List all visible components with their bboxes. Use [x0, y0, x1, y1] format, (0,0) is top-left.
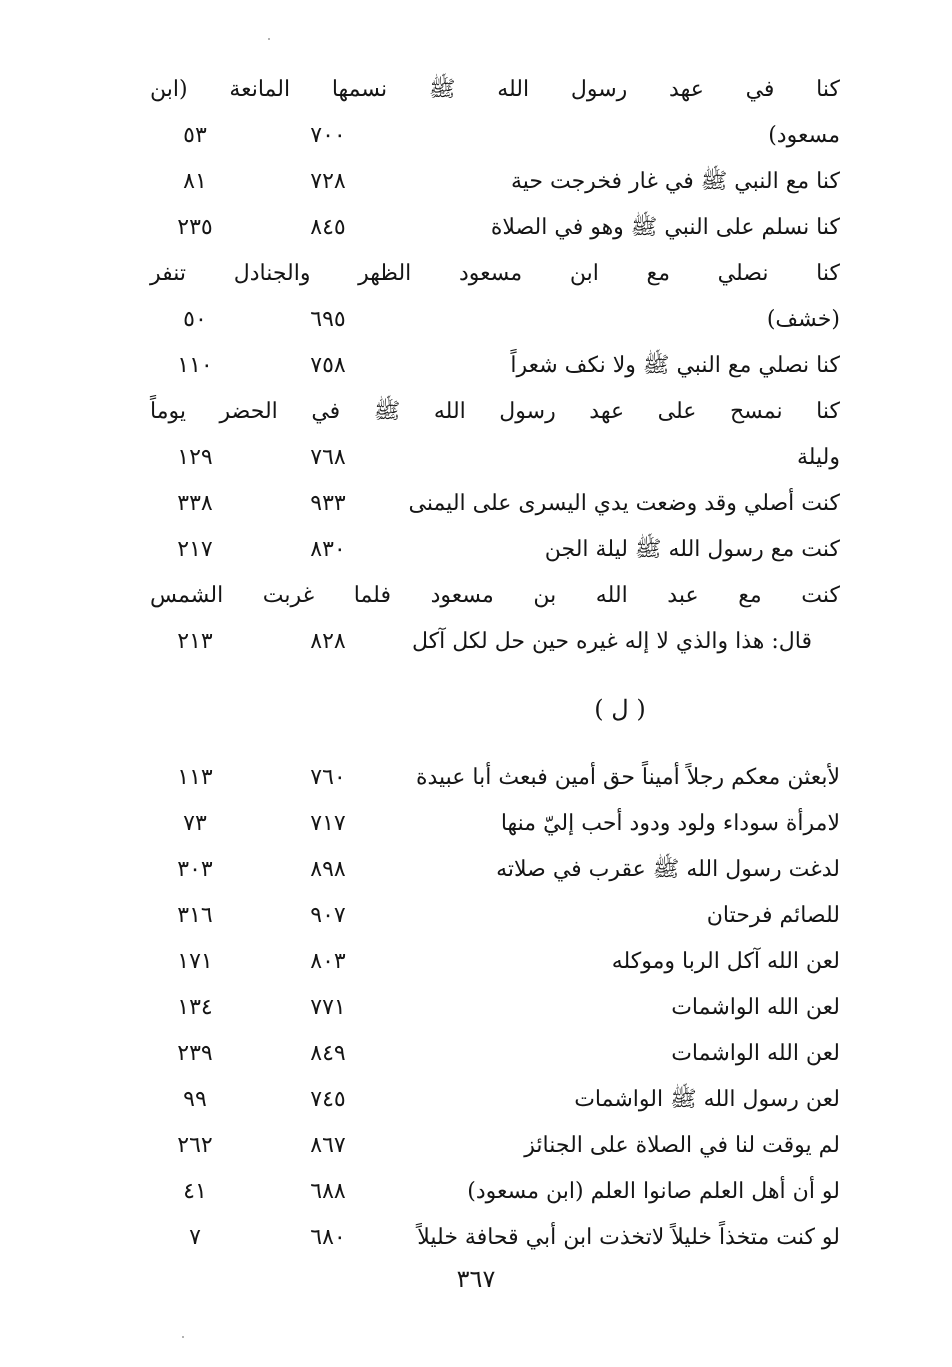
page-reference: ١٣٤ — [177, 995, 213, 1020]
entry-text: لامرأة سوداء ولود ودود أحب إليّ منها — [500, 811, 840, 836]
page-reference: ٢١٣ — [177, 629, 213, 654]
index-entry — [150, 206, 840, 252]
page-reference: ١٧١ — [177, 949, 213, 974]
page-reference: ١١٣ — [177, 765, 213, 790]
hadith-number: ٧٥٨ — [310, 353, 346, 378]
hadith-number: ٧٧١ — [310, 995, 346, 1020]
index-entry — [150, 1032, 840, 1078]
page-reference: ٣٣٨ — [177, 491, 213, 516]
index-entry — [150, 756, 840, 802]
hadith-number: ٧٢٨ — [310, 169, 346, 194]
entry-text: لو كنت متخذاً خليلاً لاتخذت ابن أبي قحافة خليلاً — [417, 1225, 840, 1250]
index-entry — [150, 344, 840, 390]
index-entry — [150, 986, 840, 1032]
hadith-number: ٨٤٥ — [310, 215, 346, 240]
index-entry — [150, 574, 840, 620]
page-reference: ١١٠ — [177, 353, 213, 378]
index-entry — [150, 1170, 840, 1216]
hadith-number: ٨٢٨ — [310, 629, 346, 654]
hadith-number: ٨٦٧ — [310, 1133, 346, 1158]
entry-text: لو أن أهل العلم صانوا العلم (ابن مسعود) — [467, 1179, 840, 1204]
index-entry-continuation — [150, 620, 840, 666]
page-reference: ٤١ — [183, 1179, 207, 1204]
index-entry — [150, 1124, 840, 1170]
entry-text: (خشف) — [766, 307, 840, 332]
entry-text: قال: هذا والذي لا إله غيره حين حل لكل آكل — [412, 629, 812, 654]
entry-text: لأبعثن معكم رجلاً أميناً حق أمين فبعث أبا عبيدة — [415, 765, 840, 790]
entry-text: لعن الله الواشمات — [671, 995, 840, 1020]
entry-text: مسعود) — [768, 123, 840, 148]
entry-text: كنت مع عبد الله بن مسعود فلما غربت الشمس — [150, 583, 840, 608]
hadith-number: ٦٩٥ — [310, 307, 346, 332]
page-reference: ٢٦٢ — [177, 1133, 213, 1158]
hadith-number: ٨٤٩ — [310, 1041, 346, 1066]
entry-text: لم يوقت لنا في الصلاة على الجنائز — [524, 1133, 840, 1158]
hadith-number: ٩٠٧ — [310, 903, 346, 928]
section-heading: ( ل ) — [594, 695, 646, 723]
hadith-number: ٨٩٨ — [310, 857, 346, 882]
page-reference: ١٢٩ — [177, 445, 213, 470]
page-reference: ٥٠ — [183, 307, 207, 332]
entry-text: للصائم فرحتان — [706, 903, 840, 928]
index-entry-continuation — [150, 298, 840, 344]
entry-text: كنا في عهد رسول الله ﷺ نسمها المانعة (ابن — [150, 77, 840, 102]
entry-text: كنا نصلي مع النبي ﷺ ولا نكف شعراً — [510, 353, 840, 378]
page-reference: ٥٣ — [183, 123, 207, 148]
scan-speck — [268, 38, 270, 40]
page-reference: ٢٣٩ — [177, 1041, 213, 1066]
page-reference: ٨١ — [183, 169, 207, 194]
entry-text: كنت أصلي وقد وضعت يدي اليسرى على اليمنى — [408, 491, 840, 516]
index-entry — [150, 252, 840, 298]
page-reference: ٩٩ — [183, 1087, 207, 1112]
hadith-number: ٧٤٥ — [310, 1087, 346, 1112]
hadith-number: ٧٦٨ — [310, 445, 346, 470]
index-entry — [150, 390, 840, 436]
hadith-number: ٨٠٣ — [310, 949, 346, 974]
entry-text: وليلة — [796, 445, 840, 470]
index-entry — [150, 482, 840, 528]
section-heading-row — [150, 666, 840, 756]
hadith-number: ٦٨٠ — [310, 1225, 346, 1250]
index-entry — [150, 160, 840, 206]
entry-text: كنا مع النبي ﷺ في غار فخرجت حية — [510, 169, 840, 194]
index-entry — [150, 528, 840, 574]
index-entry — [150, 68, 840, 114]
hadith-number: ٨٣٠ — [310, 537, 346, 562]
entry-text: كنا نصلي مع ابن مسعود الظهر والجنادل تنفر — [150, 261, 840, 286]
entry-text: لعن رسول الله ﷺ الواشمات — [574, 1087, 840, 1112]
index-entry — [150, 894, 840, 940]
entry-text: لدغت رسول الله ﷺ عقرب في صلاته — [496, 857, 840, 882]
page-reference: ٣٠٣ — [177, 857, 213, 882]
index-entry — [150, 1078, 840, 1124]
page-reference: ٧ — [189, 1225, 201, 1250]
page-number: ٣٦٧ — [456, 1265, 496, 1293]
entry-text: لعن الله آكل الربا وموكله — [611, 949, 840, 974]
hadith-number: ٧٦٠ — [310, 765, 346, 790]
hadith-number: ٦٨٨ — [310, 1179, 346, 1204]
page-reference: ٢٣٥ — [177, 215, 213, 240]
index-entry-continuation — [150, 114, 840, 160]
entry-text: لعن الله الواشمات — [671, 1041, 840, 1066]
page-reference: ٣١٦ — [177, 903, 213, 928]
index-entry — [150, 940, 840, 986]
hadith-number: ٧٠٠ — [310, 123, 346, 148]
index-entry — [150, 802, 840, 848]
entry-text: كنا نمسح على عهد رسول الله ﷺ في الحضر يوماً — [150, 399, 840, 424]
page-reference: ٢١٧ — [177, 537, 213, 562]
entry-text: كنا نسلم على النبي ﷺ وهو في الصلاة — [490, 215, 840, 240]
page-reference: ٧٣ — [183, 811, 207, 836]
index-entry — [150, 848, 840, 894]
hadith-number: ٩٣٣ — [310, 491, 346, 516]
hadith-index-list — [150, 68, 840, 1262]
entry-text: كنت مع رسول الله ﷺ ليلة الجن — [544, 537, 840, 562]
scan-speck — [182, 1336, 184, 1338]
hadith-number: ٧١٧ — [310, 811, 346, 836]
index-entry-continuation — [150, 436, 840, 482]
index-entry — [150, 1216, 840, 1262]
